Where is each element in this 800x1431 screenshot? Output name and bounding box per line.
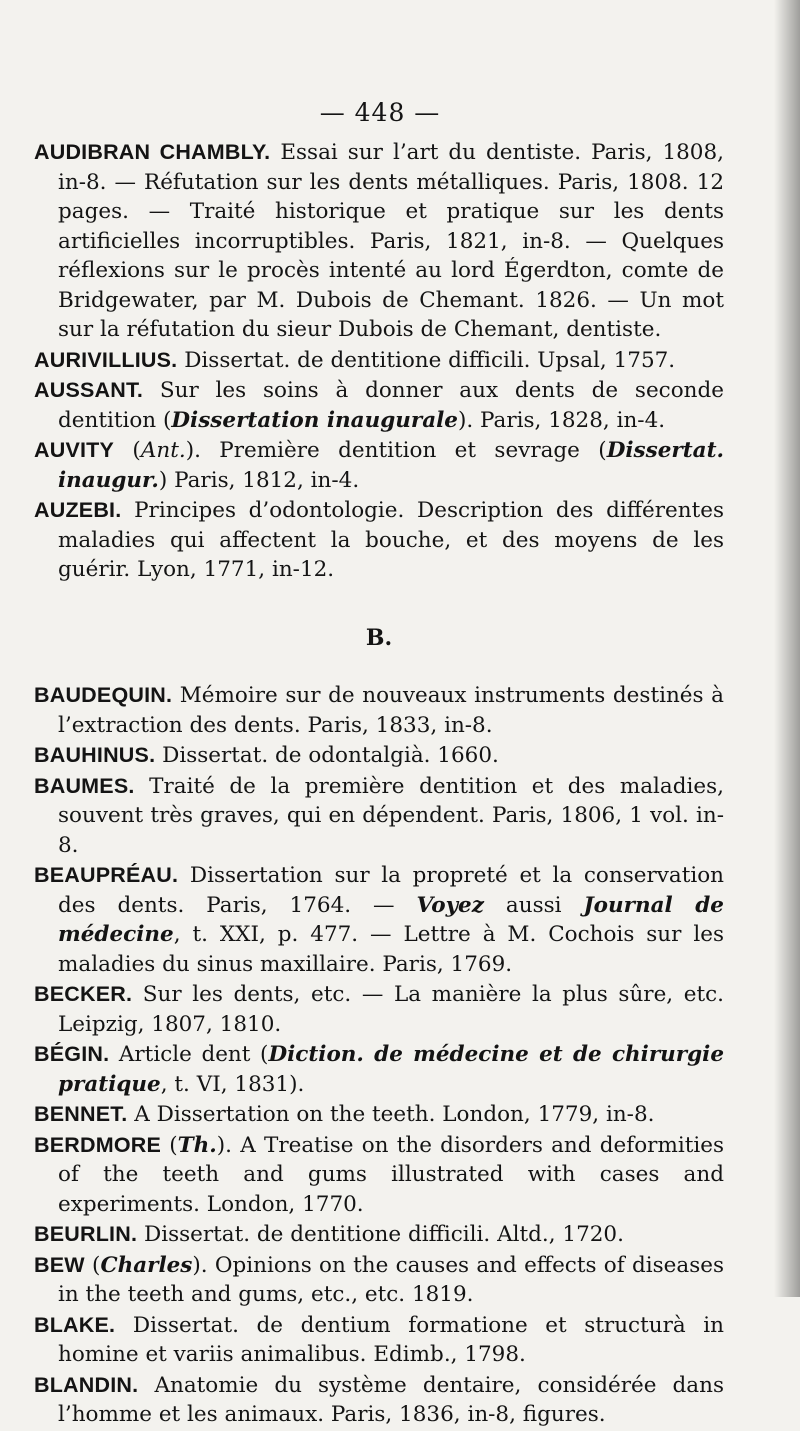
entry-name: BLANDIN. [34, 1372, 139, 1397]
entry-italic: Diction. de médecine et de chirurgie pratique [58, 1042, 725, 1097]
entry-text: Dissertat. de odontalgià. 1660. [155, 743, 499, 768]
entry-aussant [34, 376, 724, 435]
entry-text: Principes d’odontologie. Description des différentes maladies qui affectent la bouche, et des moyens de les guérir. Lyon, 1771, in-12. [58, 498, 724, 582]
entry-text: Dissertat. de dentium formatione et structurà in homine et variis animalibus. Edimb., 1798. [58, 1312, 724, 1367]
entry-name: BEW [34, 1252, 85, 1277]
entry-text: Sur les dents, etc. — La manière la plus sûre, etc. Leipzig, 1807, 1810. [58, 982, 724, 1037]
entry-name: BAUDEQUIN. [34, 683, 173, 707]
entry-begin [34, 1040, 724, 1099]
entry-auzebi [34, 496, 724, 585]
entry-text: ( [161, 1132, 178, 1158]
page-edge-shadow [774, 0, 800, 1297]
entry-beaupreau [34, 861, 724, 979]
entry-auvity [34, 436, 724, 495]
entry-text: Dissertat. de dentitione difficili. Altd., 1720. [137, 1222, 624, 1247]
entry-becker [34, 980, 724, 1039]
entry-name: BEAUPRÉAU. [34, 863, 179, 887]
entry-name: AUSSANT. [34, 378, 144, 402]
entry-text: ) Paris, 1812, in-4. [158, 467, 360, 493]
entry-name: BLAKE. [34, 1312, 116, 1337]
entry-text: A Dissertation on the teeth. London, 1779, in-8. [127, 1102, 655, 1127]
entry-text: Mémoire sur de nouveaux instruments destinés à l’extraction des dents. Paris, 1833, in-8. [58, 683, 724, 738]
page-number: — 448 — [319, 98, 441, 127]
entry-name: BEURLIN. [34, 1222, 138, 1246]
entry-text: Essai sur l’art du dentiste. Paris, 1808, in-8. — Réfutation sur les dents métalliques. Paris, 1808. 12 pages. — Traité historique et pratique sur les dents artificielles incorruptibles. Paris, 1821, in-8. — Quelques réflexions sur le procès intenté au lord Égerdton, comte de Bridgewater, par M. Dubois de Chemant. 1826. — Un mot sur la réfutation du sieur Dubois de Chemant, dentiste. [58, 140, 724, 342]
entry-baudequin [34, 681, 724, 740]
entry-name: BÉGIN. [34, 1042, 110, 1066]
entry-text: , t. VI, 1831). [160, 1071, 305, 1097]
entry-italic: Charles [100, 1252, 193, 1278]
entry-berdmore [34, 1131, 724, 1220]
entry-italic: Th. [177, 1132, 217, 1158]
entry-bennet [34, 1100, 724, 1130]
entry-text: ( [114, 438, 141, 463]
entry-aurivillius [34, 346, 724, 376]
entry-blandin [34, 1371, 724, 1430]
entry-name: BAUHINUS. [34, 743, 156, 767]
entry-name: AUVITY [34, 438, 115, 462]
entry-beurlin [34, 1220, 724, 1250]
entry-text: , t. XXI, p. 477. — Lettre à M. Cochois sur les maladies du sinus maxillaire. Paris, 1769. [58, 922, 724, 977]
entry-text: Article dent ( [109, 1042, 269, 1067]
entry-text: Dissertat. de dentitione difficili. Upsal, 1757. [177, 347, 676, 373]
entry-text: ). A Treatise on the disorders and deformities of the teeth and gums illustrated with cases and experiments. London, 1770. [58, 1132, 724, 1217]
entry-text: Dissertation sur la propreté et la conservation des dents. Paris, 1764. — [58, 863, 724, 918]
entry-audibran [34, 138, 724, 345]
entry-name: BECKER. [34, 982, 133, 1006]
section-letter: B. [365, 624, 393, 651]
entry-text: ). Opinions on the causes and effects of diseases in the teeth and gums, etc., etc. 1819. [58, 1252, 724, 1307]
entry-text: Sur les soins à donner aux dents de seconde dentition ( [58, 378, 724, 433]
entry-name: BERDMORE [34, 1132, 162, 1157]
entry-name: BAUMES. [34, 773, 135, 798]
entry-italic: Dissertat. inaugur. [58, 438, 724, 493]
entry-text: ). Première dentition et sevrage ( [185, 438, 607, 463]
entry-name: AUDIBRAN CHAMBLY. [34, 140, 271, 164]
entry-blake [34, 1311, 724, 1370]
entry-text: Traité de la première dentition et des maladies, souvent très graves, qui en dépendent. Paris, 1806, 1 vol. in-8. [58, 773, 724, 858]
entry-bew [34, 1251, 724, 1310]
entry-italic: Ant. [140, 438, 186, 463]
entry-baumes [34, 772, 724, 861]
entry-italic: Journal de médecine [58, 892, 724, 947]
entry-name: AUZEBI. [34, 498, 122, 522]
entry-text: Anatomie du système dentaire, considérée dans l’homme et les animaux. Paris, 1836, in-8, figures. [58, 1372, 724, 1427]
entry-text: aussi [483, 892, 584, 918]
entry-italic: Dissertation inaugurale [171, 407, 458, 433]
entry-name: BENNET. [34, 1102, 128, 1126]
bibliography-body [34, 138, 724, 1431]
entry-bauhinus [34, 741, 724, 771]
entry-italic: Voyez [416, 892, 484, 918]
entry-text: ). Paris, 1828, in-4. [457, 407, 666, 433]
entry-name: AURIVILLIUS. [34, 347, 178, 372]
entry-text: ( [84, 1252, 101, 1278]
